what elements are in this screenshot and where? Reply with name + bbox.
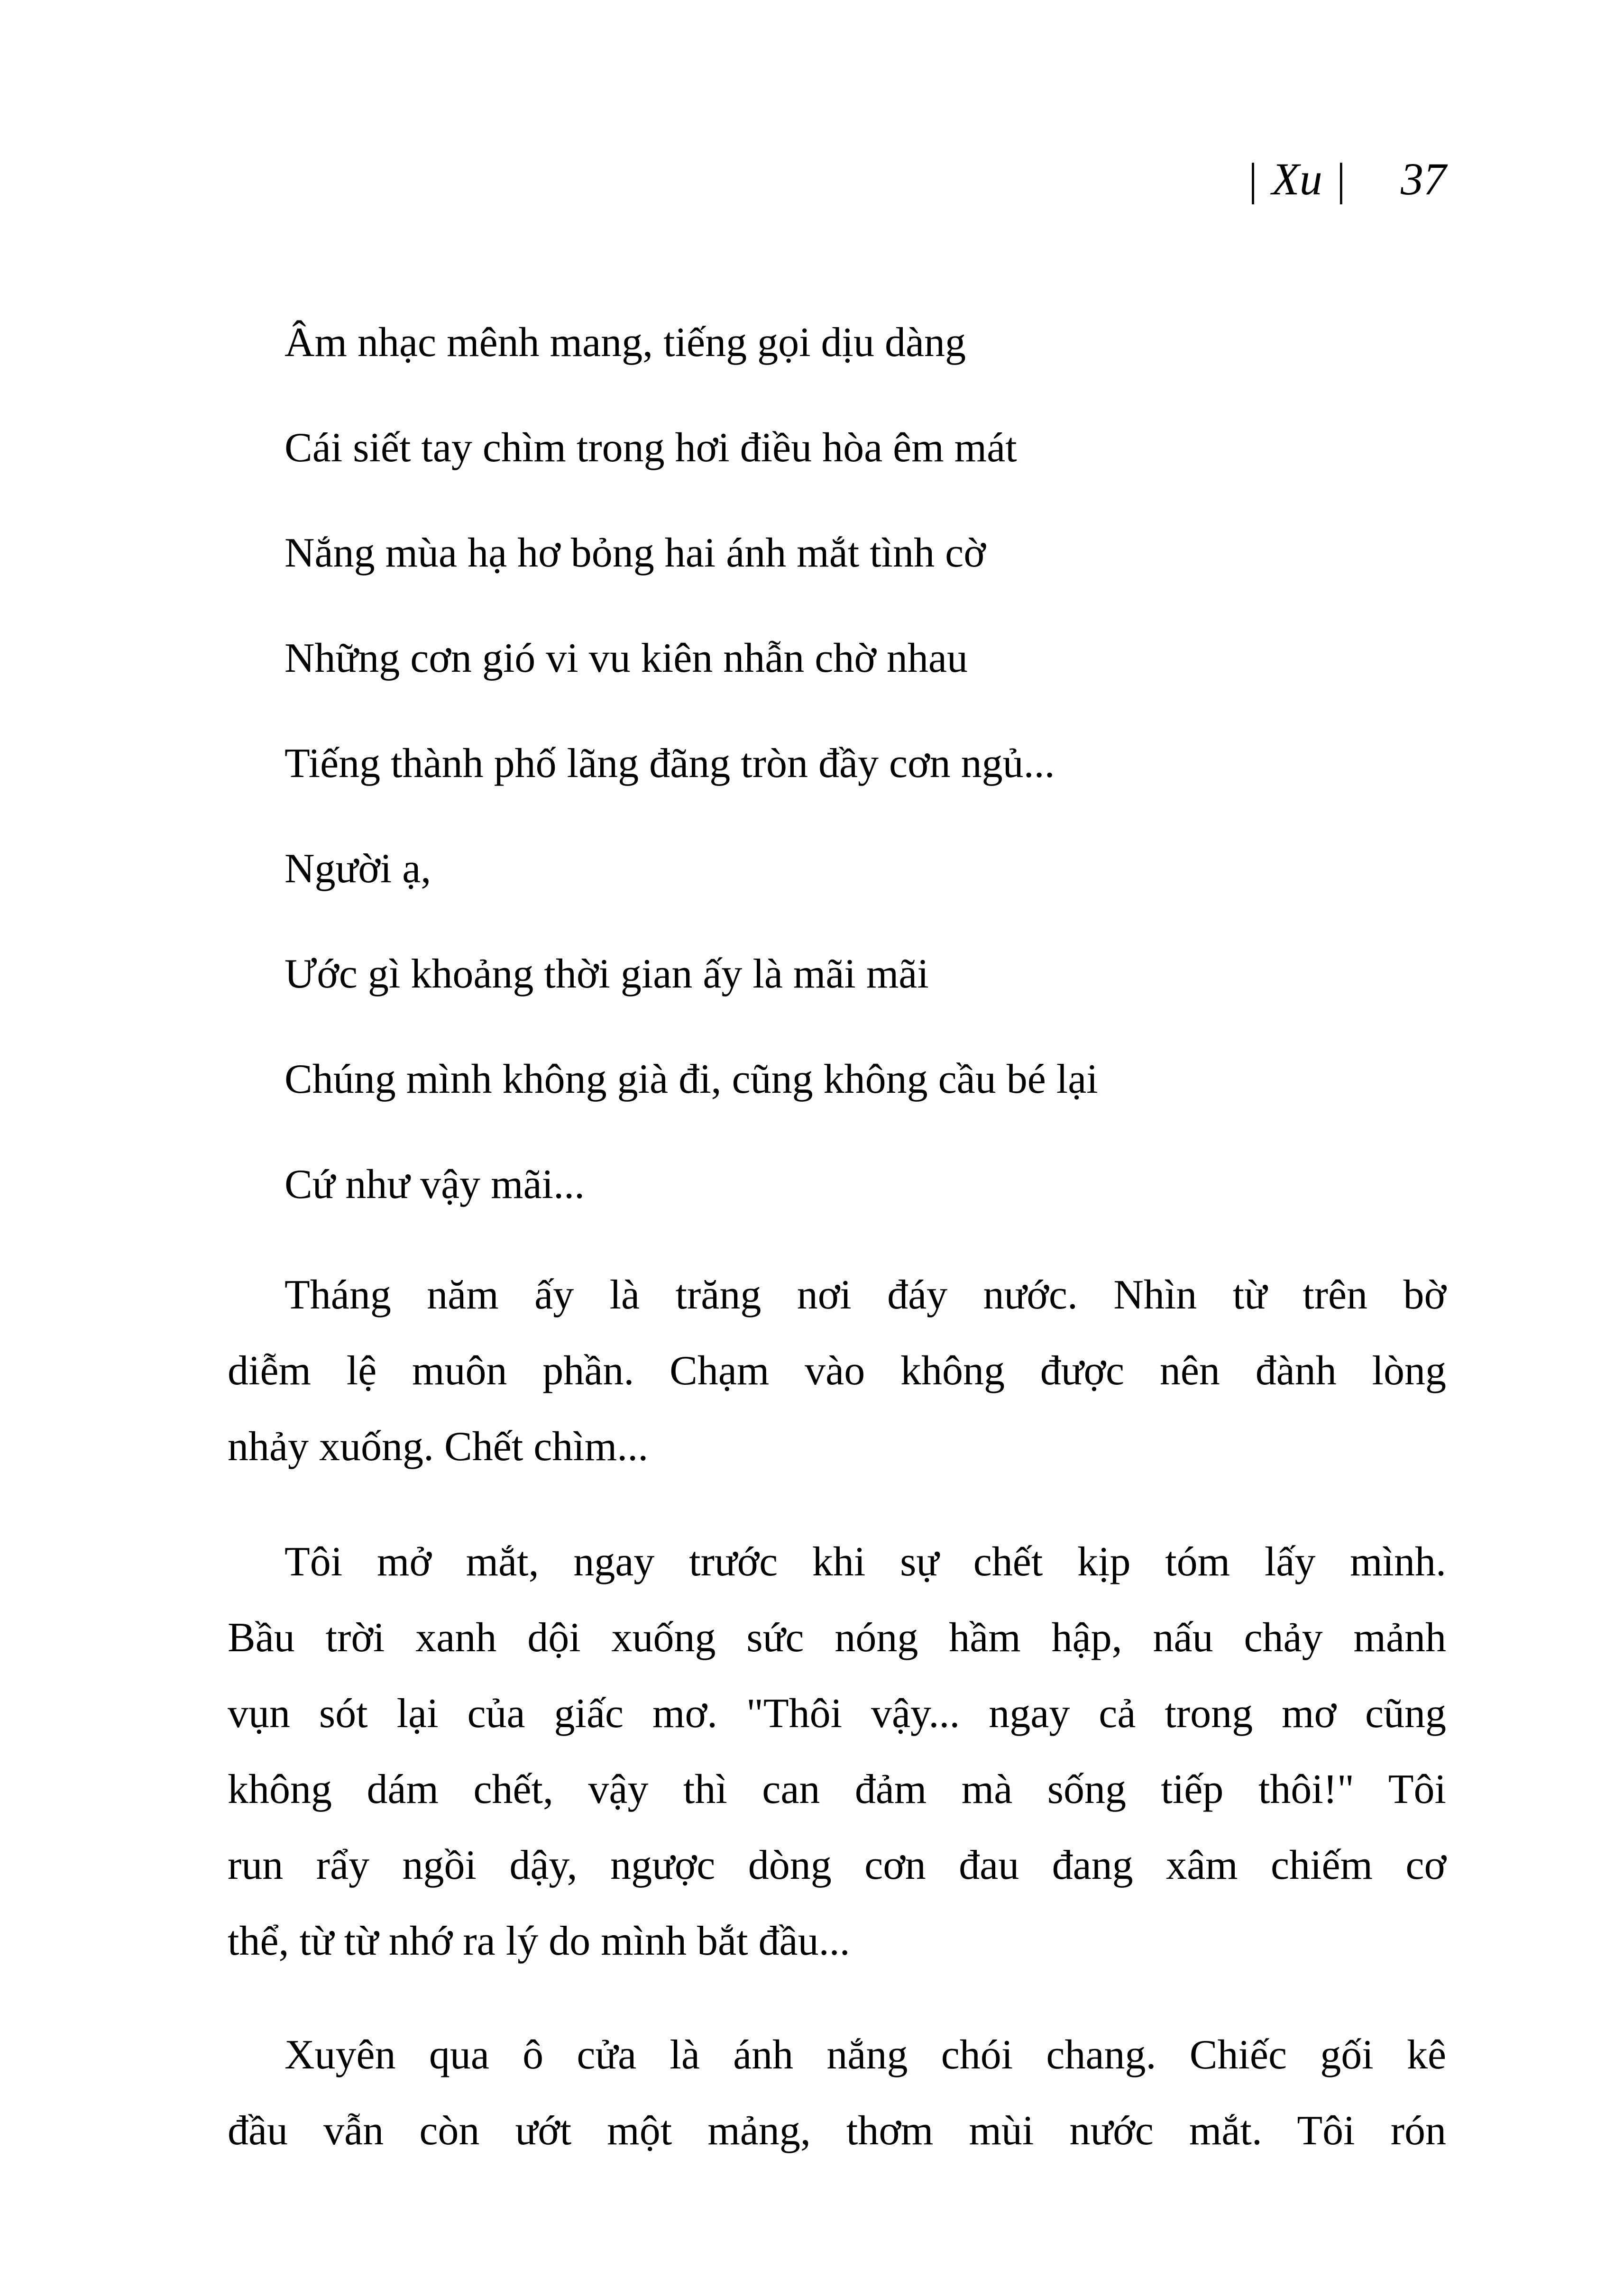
- text-line: đầu vẫn còn ướt một mảng, thơm mùi nước mắt. Tôi rón: [228, 2108, 1446, 2154]
- poem-line: Cái siết tay chìm trong hơi điều hòa êm mát: [284, 425, 1017, 471]
- paragraph: [228, 1257, 1446, 1485]
- text-line: diễm lệ muôn phần. Chạm vào không được nên đành lòng: [228, 1348, 1446, 1394]
- header-divider-left: |: [1248, 154, 1258, 204]
- poem-line: Nắng mùa hạ hơ bỏng hai ánh mắt tình cờ: [284, 530, 986, 576]
- text-line: Tháng năm ấy là trăng nơi đáy nước. Nhìn từ trên bờ: [284, 1272, 1446, 1318]
- page-number: 37: [1401, 154, 1446, 204]
- poem-line: Cứ như vậy mãi...: [284, 1162, 585, 1207]
- page-header: [1248, 152, 1446, 206]
- poem-line: Ước gì khoảng thời gian ấy là mãi mãi: [284, 951, 929, 997]
- poem-line: Tiếng thành phố lãng đãng tròn đầy cơn ngủ...: [284, 741, 1055, 787]
- poem-line: Những cơn gió vi vu kiên nhẫn chờ nhau: [284, 635, 968, 681]
- paragraph: [228, 1524, 1446, 1979]
- text-line: Bầu trời xanh dội xuống sức nóng hầm hập, nấu chảy mảnh: [228, 1615, 1446, 1661]
- text-line: vụn sót lại của giấc mơ. "Thôi vậy... ngay cả trong mơ cũng: [228, 1691, 1446, 1737]
- poem-line: Chúng mình không già đi, cũng không cầu bé lại: [284, 1056, 1098, 1102]
- paragraph: [228, 2017, 1446, 2169]
- text-line: Xuyên qua ô cửa là ánh nắng chói chang. Chiếc gối kê: [284, 2032, 1446, 2078]
- text-line: thể, từ từ nhớ ra lý do mình bắt đầu...: [228, 1918, 850, 1964]
- poem-block: [228, 305, 1446, 1223]
- poem-line: Âm nhạc mênh mang, tiếng gọi dịu dàng: [284, 320, 966, 366]
- poem-line: Người ạ,: [284, 846, 431, 892]
- page-content: [228, 305, 1446, 2169]
- text-line: run rẩy ngồi dậy, ngược dòng cơn đau đang xâm chiếm cơ: [228, 1842, 1446, 1888]
- running-title: Xu: [1272, 154, 1322, 204]
- text-line: Tôi mở mắt, ngay trước khi sự chết kịp tóm lấy mình.: [284, 1539, 1446, 1585]
- text-line: không dám chết, vậy thì can đảm mà sống tiếp thôi!" Tôi: [228, 1766, 1446, 1812]
- text-line: nhảy xuống. Chết chìm...: [228, 1424, 649, 1470]
- header-divider-right: |: [1336, 154, 1346, 204]
